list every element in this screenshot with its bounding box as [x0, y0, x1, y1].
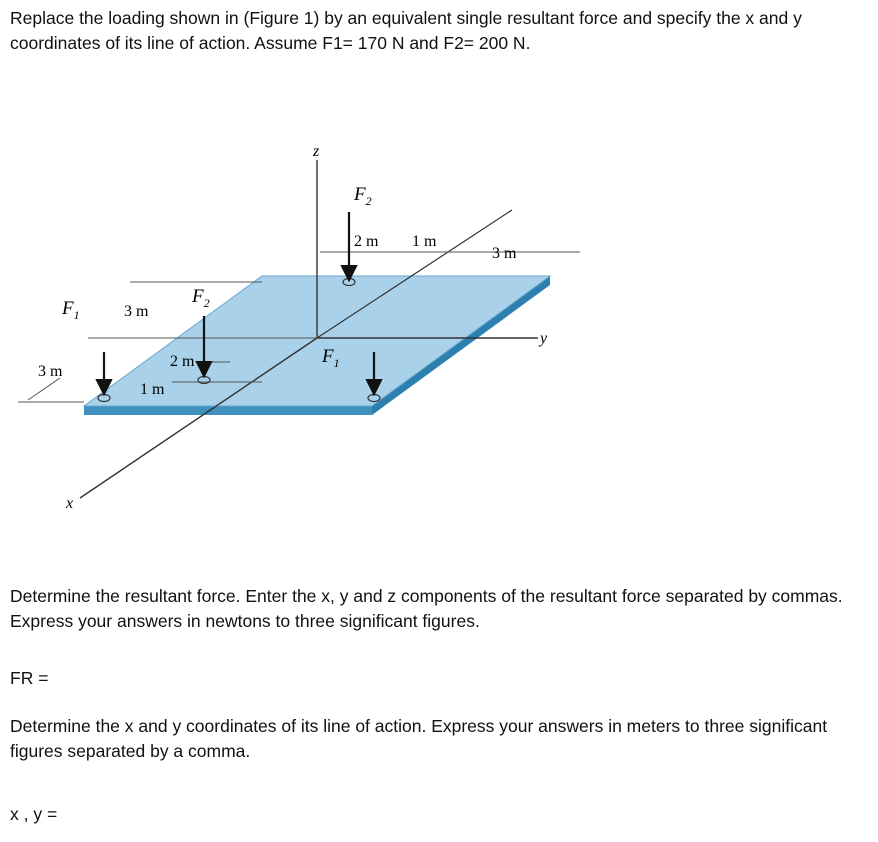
question-resultant-force: Determine the resultant force. Enter the x, y and z components of the resultant force separated by commas. Express your answers in newtons to three significant figures.	[10, 586, 843, 631]
label-f2-back: $F_2$	[354, 184, 372, 208]
label-f2-front: $F_2$	[192, 286, 210, 310]
label-y-axis: y	[540, 330, 548, 347]
question-line-of-action: Determine the x and y coordinates of its line of action. Express your answers in meters to three significant figures separated by a comma.	[10, 716, 828, 761]
label-f1-back: $F_1$	[322, 346, 340, 370]
dim-label-3m-right: 3 m	[492, 245, 517, 262]
label-x-axis: x	[66, 495, 74, 512]
dim-label-1m-front: 1 m	[140, 381, 165, 398]
label-z-axis: z	[313, 143, 320, 160]
dim-label-1m-top: 1 m	[412, 233, 437, 250]
answer-xy-label: x , y =	[10, 804, 58, 824]
dim-label-2m-top: 2 m	[354, 233, 379, 250]
problem-statement: Replace the loading shown in (Figure 1) by an equivalent single resultant force and specify the x and y coordinates of its line of action. Assume F1= 170 N and F2= 200 N.	[10, 8, 802, 53]
dim-label-3m-left: 3 m	[38, 363, 63, 380]
dim-line-left-slant	[28, 378, 60, 400]
plate-side-front	[84, 406, 372, 415]
figure-1	[0, 120, 600, 520]
answer-fr-label: FR =	[10, 668, 49, 688]
dim-label-2m-front: 2 m	[170, 353, 195, 370]
label-f1-front: $F_1$	[62, 298, 80, 322]
dim-label-3m-left-top: 3 m	[124, 303, 149, 320]
